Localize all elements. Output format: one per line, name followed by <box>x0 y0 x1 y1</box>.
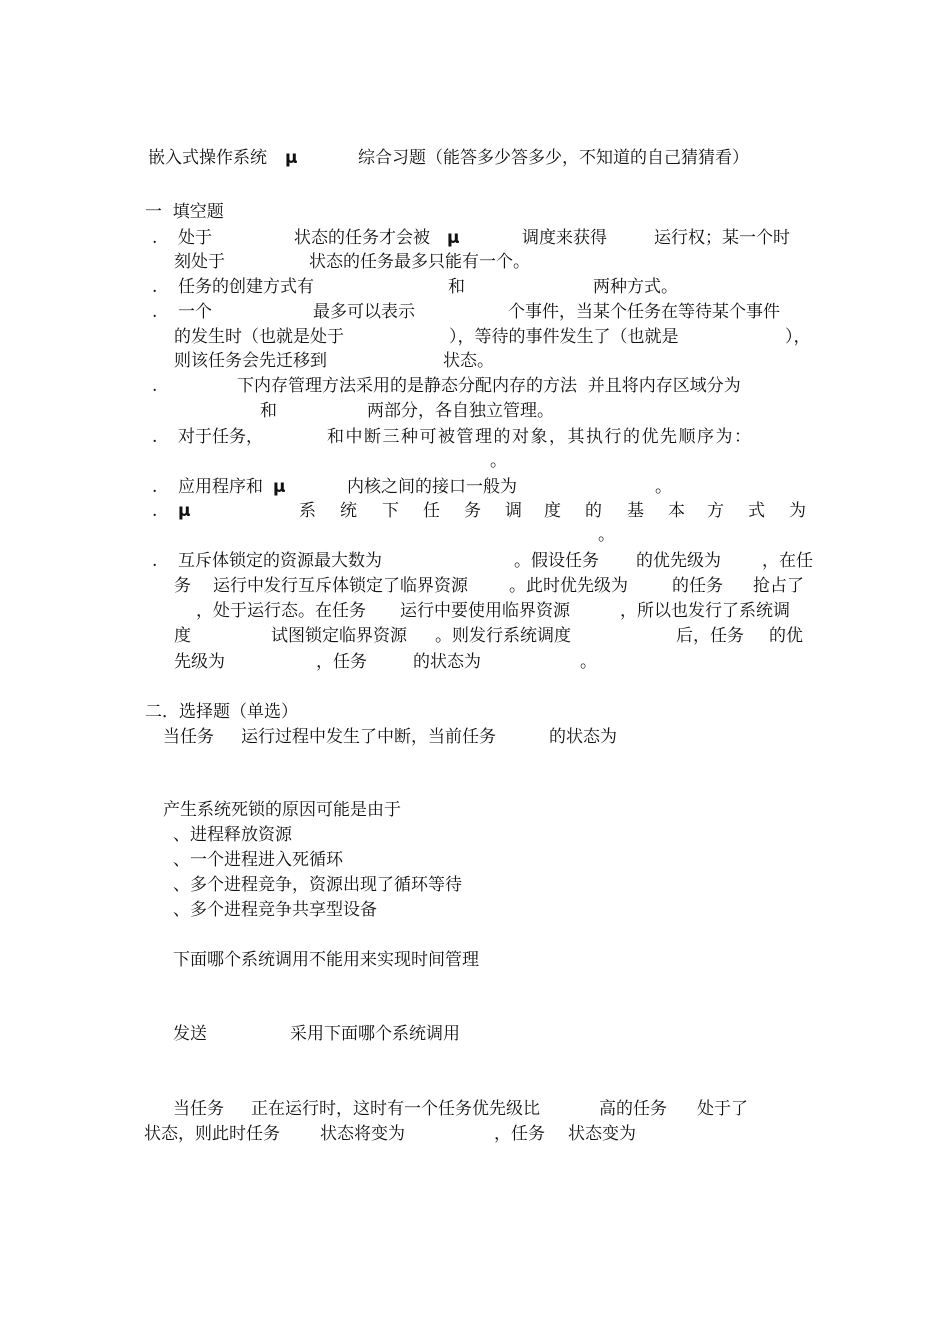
question-text: 本 <box>668 501 685 521</box>
question-text: 内核之间的接口一般为 <box>347 477 517 497</box>
question-text: ，所以也发行了系统调 <box>620 601 790 621</box>
question-text: ，处于运行态。在任务 <box>196 601 366 621</box>
question-text: 。 <box>580 652 597 672</box>
question-text: 产生系统死锁的原因可能是由于 <box>163 800 401 820</box>
question-text: 状态的任务才会被 <box>294 228 430 248</box>
question-text: 方 <box>707 501 724 521</box>
question-text: 状态将变为 <box>320 1124 405 1144</box>
question-text: 为 <box>789 501 806 521</box>
question-text: 当任务 <box>173 1099 224 1119</box>
question-text: 状态，则此时任务 <box>144 1124 280 1144</box>
question-text: 先级为 <box>174 652 225 672</box>
question-bullet: . <box>152 477 158 497</box>
question-text: 和中断三种可被管理的对象，其执行的优先顺序为： <box>327 427 753 447</box>
question-text: 调 <box>505 501 522 521</box>
question-text: 个事件，当某个任务在等待某个事件 <box>508 302 780 322</box>
question-text: 基 <box>627 501 644 521</box>
question-text: 任 <box>423 501 440 521</box>
question-text: 调度来获得 <box>522 228 607 248</box>
question-text: 。则发行系统调度 <box>435 626 571 646</box>
question-bullet: . <box>152 551 158 571</box>
question-text: 下内存管理方法采用的是静态分配内存的方法 并且将内存区域分为 <box>237 376 741 396</box>
question-text: 最多可以表示 <box>313 302 415 322</box>
mu-symbol: μ <box>273 477 286 497</box>
option-item: 、进程释放资源 <box>173 825 292 845</box>
question-text: 和 <box>448 277 465 297</box>
question-text: 运行权；某一个时 <box>654 228 790 248</box>
question-text: 的发生时（也就是处于 <box>174 327 344 347</box>
question-text: 处于 <box>178 228 212 248</box>
question-text: 的任务 <box>672 576 723 596</box>
question-bullet: . <box>152 277 158 297</box>
question-bullet: . <box>152 376 158 396</box>
question-text: 的状态为 <box>413 652 481 672</box>
question-text: 处于了 <box>697 1099 748 1119</box>
question-text: 应用程序和 <box>178 477 263 497</box>
question-text: 。此时优先级为 <box>509 576 628 596</box>
question-text: 。 <box>490 451 507 471</box>
section-heading: 二．选择题（单选） <box>145 702 298 722</box>
question-text: 刻处于 <box>174 252 225 272</box>
question-text: 式 <box>748 501 765 521</box>
mu-symbol: μ <box>447 228 460 248</box>
question-text: 系 <box>299 501 316 521</box>
question-text: 下面哪个系统调用不能用来实现时间管理 <box>173 950 479 970</box>
question-bullet: . <box>152 427 158 447</box>
question-text: 正在运行时，这时有一个任务优先级比 <box>251 1099 540 1119</box>
question-text: 。 <box>598 525 615 545</box>
question-bullet: . <box>152 228 158 248</box>
question-text: 一个 <box>178 302 212 322</box>
question-text: ，任务 <box>494 1124 545 1144</box>
option-item: 、多个进程竞争，资源出现了循环等待 <box>173 875 462 895</box>
title-mu-symbol: μ <box>285 148 298 168</box>
question-text: ）， <box>785 327 811 347</box>
question-text: 。假设任务 <box>514 551 599 571</box>
question-text: 任务的创建方式有 <box>178 277 314 297</box>
option-item: 、一个进程进入死循环 <box>173 850 343 870</box>
question-text: 务 <box>464 501 481 521</box>
question-text: 发送 <box>173 1024 207 1044</box>
question-text: 下 <box>382 501 399 521</box>
option-item: 、多个进程竞争共享型设备 <box>173 900 377 920</box>
question-text: 运行中要使用临界资源 <box>400 601 570 621</box>
question-text: 状态。 <box>443 351 494 371</box>
question-text: 的状态为 <box>549 727 617 747</box>
question-text: 后，任务 <box>676 626 744 646</box>
question-text: 采用下面哪个系统调用 <box>290 1024 460 1044</box>
title-text-right: 综合习题（能答多少答多少，不知道的自己猜猜看） <box>358 148 749 168</box>
question-text: 的优先级为 <box>636 551 721 571</box>
question-text: 状态变为 <box>568 1124 636 1144</box>
question-text: 。 <box>655 477 672 497</box>
title-text-left: 嵌入式操作系统 <box>148 148 267 168</box>
question-text: 运行过程中发生了中断，当前任务 <box>241 727 496 747</box>
question-text: 运行中发行互斥体锁定了临界资源 <box>213 576 468 596</box>
mu-symbol: μ <box>178 501 191 521</box>
question-text: 度 <box>544 501 561 521</box>
question-text: 则该任务会先迁移到 <box>174 351 327 371</box>
question-text: 统 <box>340 501 357 521</box>
question-text: 两种方式。 <box>593 277 678 297</box>
question-text: 高的任务 <box>599 1099 667 1119</box>
question-text: 的 <box>585 501 602 521</box>
question-text: 对于任务， <box>178 427 263 447</box>
question-bullet: . <box>152 302 158 322</box>
question-text: 务 <box>174 576 191 596</box>
question-text: 的优 <box>769 626 803 646</box>
question-text: ），等待的事件发生了（也就是 <box>449 327 679 347</box>
section-heading: 一 填空题 <box>145 202 224 222</box>
question-text: 两部分，各自独立管理。 <box>367 401 554 421</box>
question-bullet: . <box>152 501 158 521</box>
question-text: 和 <box>260 401 277 421</box>
question-text: ，任务 <box>316 652 367 672</box>
question-text: 互斥体锁定的资源最大数为 <box>178 551 382 571</box>
question-text: ，在任 <box>762 551 813 571</box>
question-text: 当任务 <box>163 727 214 747</box>
question-text: 试图锁定临界资源 <box>271 626 407 646</box>
question-text: 抢占了 <box>753 576 804 596</box>
question-text: 度 <box>174 626 191 646</box>
question-text: 状态的任务最多只能有一个。 <box>309 252 530 272</box>
